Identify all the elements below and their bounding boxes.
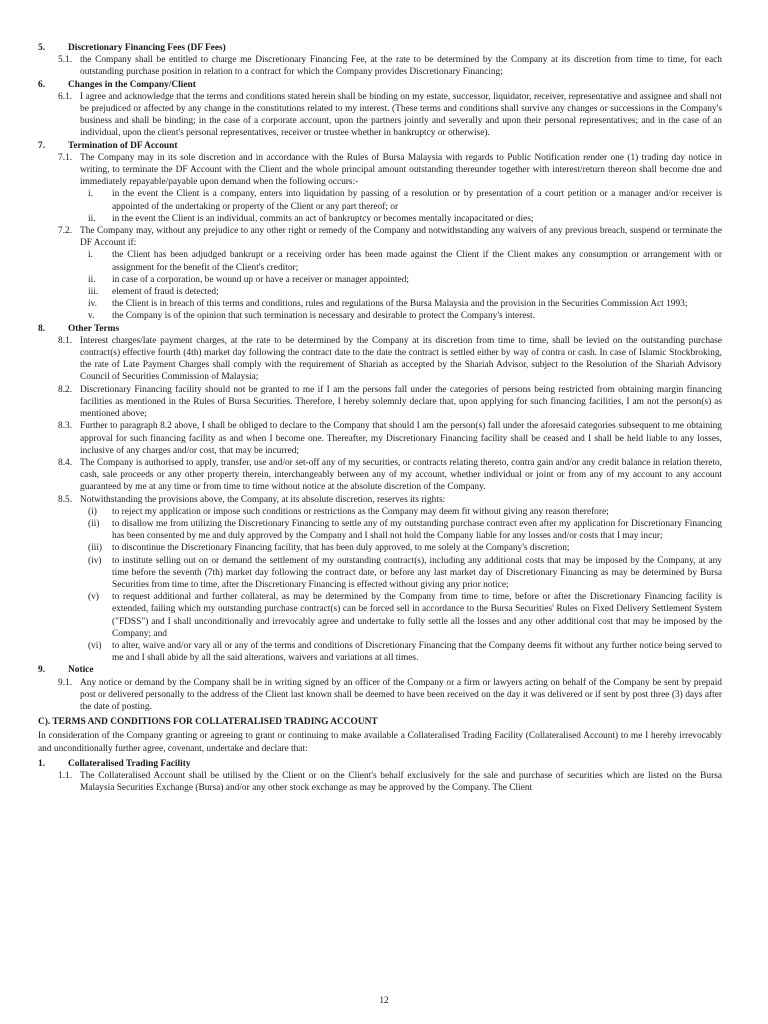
subclause-text: to disallow me from utilizing the Discretionary Financing to settle any of my outstanding purchase contract even after my application for Discretionary Financing has been consented by me and duly approved by the Company and I shall not hold the Company liable for any losses and/or costs that I may incur; — [112, 518, 722, 542]
clause-text: Interest charges/late payment charges, at the rate to be determined by the Company at its discretion from time to time, shall be levied on the outstanding purchase contract(s) effective fourth (4th) market day following the contract date to the date the contract is settled either by way of contra or cash. In case of Islamic Stockbroking, the rate of Late Payment Charges shall comply with the requirement of Shariah as accepted by the Shariah Advisor, subject to the Resolution of the Shariah Advisory Council of Securities Commission of Malaysia; — [80, 335, 722, 383]
section-number: 7. — [38, 140, 46, 151]
clause-text: Further to paragraph 8.2 above, I shall be obliged to declare to the Company that should I am the person(s) fall under the aforesaid categories subsequent to me obtaining approval for such financing facility as and when I become one. Thereafter, my Discretionary Financing facility shall be ceased and I shall be held liable to any losses, inclusive of any charges and/or cost, that may be incurred; — [80, 421, 722, 456]
subclause-text: to alter, waive and/or vary all or any of the terms and conditions of Discretionary Financing that the Company deems fit without any further notice being served to me and I shall abide by all the said alterations, waivers and variations at all times. — [112, 640, 722, 664]
clause-number: 8.3. — [58, 421, 73, 432]
subclause-number: (i) — [88, 506, 97, 517]
clause-number: 7.2. — [58, 226, 73, 237]
clause-number: 8.1. — [58, 335, 73, 346]
subclause-text: in the event the Client is a company, enters into liquidation by passing of a resolution or by presentation of a court petition or a manager and/or receiver is appointed of the undertaking or property of the Client or any part thereof; or — [112, 189, 722, 212]
section-8-heading — [38, 323, 722, 335]
section-c1-heading — [38, 758, 722, 770]
part-c-intro: In consideration of the Company granting or agreeing to grant or continuing to make available a Collateralised Trading Facility (Collateralised Account) to me I hereby irrevocably and unconditionally further agree, covenant, undertake and declare that: — [38, 731, 722, 754]
section-7-heading — [38, 140, 722, 152]
subclause-text: the Client has been adjudged bankrupt or a receiving order has been made against the Client if the Client makes any consumption or arrangement with or assignment for the benefit of the Client's creditor; — [112, 250, 722, 273]
clause-text: The Collateralised Account shall be utilised by the Client or on the Client's behalf exclusively for the sale and purchase of securities which are listed on the Bursa Malaysia Securities Exchange (Bursa) and/or any other stock exchange as may be approved by the Company. The Client — [80, 770, 722, 794]
subclause-8-5-vi — [38, 640, 722, 664]
clause-7-1 — [38, 152, 722, 189]
subclause-number: v. — [88, 311, 95, 322]
subclause-number: iii. — [88, 287, 99, 298]
subclause-text: to request additional and further collateral, as may be determined by the Company from time to time, before or after the Discretionary Financing facility is extended, failing which my outstanding purchase contract(s) can be forced sell in accordance to the Bursa Securities' Rules on Fixed Delivery Settlement System ("FDSS") and I shall unconditionally and irrevocably agree and undertake to fully settle all the losses and any other additional cost that may be imposed by the Company; and — [112, 592, 722, 639]
clause-number: 8.2. — [58, 384, 73, 395]
clause-8-2 — [38, 384, 722, 421]
subclause-text: the Company is of the opinion that such termination is necessary and desirable to protect the Company's interest. — [112, 311, 535, 322]
section-number: 5. — [38, 43, 46, 53]
subclause-7-2-i — [38, 249, 722, 273]
clause-text: Any notice or demand by the Company shall be in writing signed by an officer of the Company or a firm or lawyers acting on behalf of the Company be sent by prepaid post or delivered personally to the address of the Client last known shall be deemed to have been received on the day it was delivered or if sent by post three (3) days after the date of posting. — [80, 677, 722, 712]
clause-text: The Company is authorised to apply, transfer, use and/or set-off any of my securities, or contracts relating thereto, contra gain and/or any credit balance in relation thereto, cash, sale proceeds or any other property therein, interchangeably between any of my account, whether individual or joint or from any of my account to any account guaranteed by me at any time or from time to time without notice at the absolute discretion of the Company. — [80, 457, 722, 493]
subclause-7-1-ii — [38, 213, 722, 225]
section-title: Other Terms — [68, 323, 120, 334]
subclause-number: (iii) — [88, 543, 103, 554]
section-5-heading — [38, 42, 722, 54]
subclause-number: ii. — [88, 274, 96, 285]
section-title: Termination of DF Account — [68, 140, 178, 151]
subclause-7-2-ii — [38, 274, 722, 286]
clause-number: 1.1. — [58, 770, 73, 781]
clause-text: The Company may, without any prejudice to any other right or remedy of the Company and notwithstanding any waivers of any previous breach, suspend or terminate the DF Account if: — [80, 226, 722, 249]
clause-c-1-1 — [38, 770, 722, 794]
subclause-number: i. — [88, 189, 93, 200]
clause-8-1 — [38, 335, 722, 384]
section-title: Notice — [68, 665, 94, 676]
subclause-number: ii. — [88, 213, 96, 224]
section-number: 9. — [38, 665, 46, 676]
page-number: 12 — [379, 996, 389, 1006]
clause-number: 9.1. — [58, 677, 73, 688]
subclause-text: in case of a corporation, be wound up or have a receiver or manager appointed; — [112, 274, 410, 285]
subclause-number: (ii) — [88, 518, 100, 529]
clause-text: I agree and acknowledge that the terms and conditions stated herein shall be binding on my estate, successor, liquidator, receiver, representative and assignee and shall not be prejudiced or affected by any change in the constitutions related to my interest. (These terms and conditions shall survive any changes or successions in the Company's business and shall be binding; in the case of a corporate account, upon the partners jointly and severally and upon their personal representatives; and in the case of an individual, upon the client's personal representatives, receiver or trustee whether in bankruptcy or otherwise). — [80, 91, 722, 139]
section-number: 6. — [38, 79, 46, 90]
clause-text: The Company may in its sole discretion and in accordance with the Rules of Bursa Malaysia with regards to Public Notification render one (1) trading day notice in writing, to terminate the DF Account with the Client and the whole principal amount outstanding thereunder together with interest/return thereon shall become due and immediately repayable/payable upon demand when the following occurs:- — [80, 152, 722, 188]
clause-8-4 — [38, 457, 722, 494]
clause-8-5 — [38, 494, 722, 506]
section-title: Discretionary Financing Fees (DF Fees) — [68, 43, 226, 53]
section-number: 1. — [38, 758, 46, 769]
document-page — [38, 42, 722, 794]
subclause-8-5-iv — [38, 555, 722, 592]
clause-7-2 — [38, 225, 722, 249]
subclause-7-2-iii — [38, 286, 722, 298]
clause-8-3 — [38, 420, 722, 457]
clause-6-1 — [38, 91, 722, 140]
clause-number: 7.1. — [58, 152, 73, 163]
subclause-8-5-iii — [38, 542, 722, 554]
subclause-7-2-iv — [38, 298, 722, 310]
subclause-8-5-i — [38, 506, 722, 518]
subclause-number: (vi) — [88, 640, 102, 651]
subclause-text: in the event the Client is an individual, commits an act of bankruptcy or becomes mentally incapacitated or dies; — [112, 213, 534, 224]
section-number: 8. — [38, 323, 46, 334]
clause-text: the Company shall be entitled to charge me Discretionary Financing Fee, at the rate to be determined by the Company at its discretion from time to time, for each outstanding purchase position in relation to a contract for which the Company provides Discretionary Financing; — [80, 55, 722, 78]
subclause-number: i. — [88, 250, 93, 261]
clause-text: Discretionary Financing facility should not be granted to me if I am the persons fall under the categories of persons being restricted from obtaining margin financing facilities as mentioned in the Rules of Bursa Securities. Therefore, I hereby solemnly declare that, upon applying for such financing facilities, I am not the person(s) as mentioned above; — [80, 384, 722, 420]
subclause-text: to reject my application or impose such conditions or restrictions as the Company may deem fit without giving any reason therefore; — [112, 506, 609, 517]
subclause-7-2-v — [38, 310, 722, 322]
subclause-number: (iv) — [88, 555, 102, 566]
clause-number: 5.1. — [58, 55, 73, 66]
section-9-heading — [38, 664, 722, 676]
subclause-8-5-ii — [38, 518, 722, 542]
subclause-text: to discontinue the Discretionary Financing facility, that has been duly approved, to me solely at the Company's discretion; — [112, 543, 570, 554]
section-title: Changes in the Company/Client — [68, 79, 196, 90]
subclause-number: (v) — [88, 592, 99, 603]
subclause-7-1-i — [38, 188, 722, 212]
clause-9-1 — [38, 677, 722, 714]
clause-5-1 — [38, 54, 722, 78]
section-title: Collateralised Trading Facility — [68, 758, 191, 769]
clause-number: 6.1. — [58, 91, 73, 102]
clause-number: 8.5. — [58, 494, 73, 505]
clause-number: 8.4. — [58, 457, 73, 468]
subclause-text: the Client is in breach of this terms and conditions, rules and regulations of the Bursa Malaysia and the provision in the Securities Commission Act 1993; — [112, 299, 688, 310]
clause-text: Notwithstanding the provisions above, the Company, at its absolute discretion, reserves its rights: — [80, 494, 446, 505]
part-c-heading: C). TERMS AND CONDITIONS FOR COLLATERALISED TRADING ACCOUNT — [38, 717, 378, 728]
subclause-text: element of fraud is detected; — [112, 287, 219, 298]
subclause-8-5-v — [38, 591, 722, 640]
subclause-number: iv. — [88, 299, 98, 310]
subclause-text: to institute selling out on or demand the settlement of my outstanding contract(s), including any additional costs that may be imposed by the Company, at any time before the seventh (7th) market day following the contract date, or before any last market day of Discretionary Financing as may be determined by Bursa Securities from time to time, after the Discretionary Financing is effected without giving any prior notice; — [112, 555, 722, 590]
section-6-heading — [38, 79, 722, 91]
